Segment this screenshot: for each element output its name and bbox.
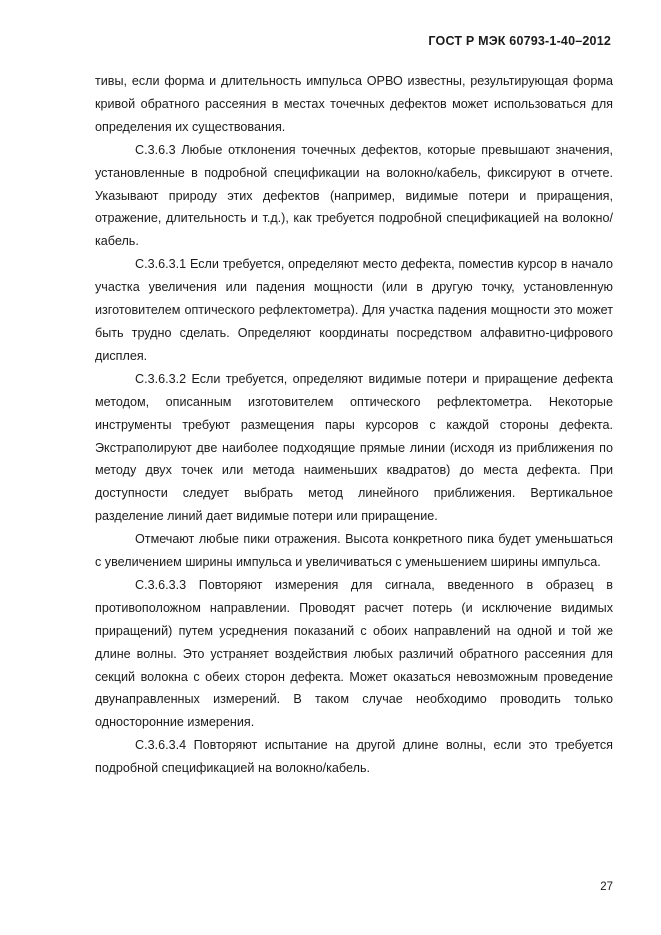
paragraph-c3-6-3-1: C.3.6.3.1 Если требуется, определяют место дефекта, поместив курсор в начало участка увеличения или падения мощности (или в другую точку, установленную изготовителем оптического рефлектометра). Для участка падения мощности это может быть трудно сделать. Определяют координаты посредством алфавитно-цифрового дисплея. (95, 257, 613, 363)
paragraph-c3-6-3: C.3.6.3 Любые отклонения точечных дефектов, которые превышают значения, установленные в подробной спецификации на волокно/кабель, фиксируют в отчете. Указывают природу этих дефектов (например, видимые потери и приращения, отражение, длительность и т.д.), как требуется подробной спецификацией на волокно/кабель. (95, 142, 613, 249)
standard-header: ГОСТ Р МЭК 60793-1-40–2012 (428, 34, 611, 48)
body-text (95, 70, 613, 780)
paragraph-c3-6-3-2: C.3.6.3.2 Если требуется, определяют видимые потери и приращение дефекта методом, описанным изготовителем оптического рефлектометра. Некоторые инструменты требуют размещения пары курсоров с каждой стороны дефекта. Экстраполируют две наиболее подходящие прямые линии (исходя из приближения по методу двух точек или метода наименьших квадратов) до места дефекта. При доступности следует выбрать метод линейного приближения. Вертикальное разделение линий дает видимые потери или приращение. (95, 371, 613, 524)
paragraph-c3-6-3-3: C.3.6.3.3 Повторяют измерения для сигнала, введенного в образец в противоположном направлении. Проводят расчет потерь (и исключение видимых приращений) путем усреднения показаний с обоих направлений на одной и той же длине волны. Это устраняет воздействия любых различий обратного рассеяния для секций волокна с обеих сторон дефекта. Может оказаться невозможным проведение двунаправленных измерений. В таком случае необходимо проводить только односторонние измерения. (95, 577, 613, 730)
paragraph-continuation: тивы, если форма и длительность импульса ОРВО известны, результирующая форма кривой обратного рассеяния в местах точечных дефектов может использоваться для определения их существования. (95, 74, 613, 134)
paragraph-reflection-peaks: Отмечают любые пики отражения. Высота конкретного пика будет уменьшаться с увеличением ширины импульса и увеличиваться с уменьшением ширины импульса. (95, 532, 613, 570)
paragraph-c3-6-3-4: C.3.6.3.4 Повторяют испытание на другой длине волны, если это требуется подробной спецификацией на волокно/кабель. (95, 738, 613, 776)
page-number: 27 (600, 881, 613, 893)
